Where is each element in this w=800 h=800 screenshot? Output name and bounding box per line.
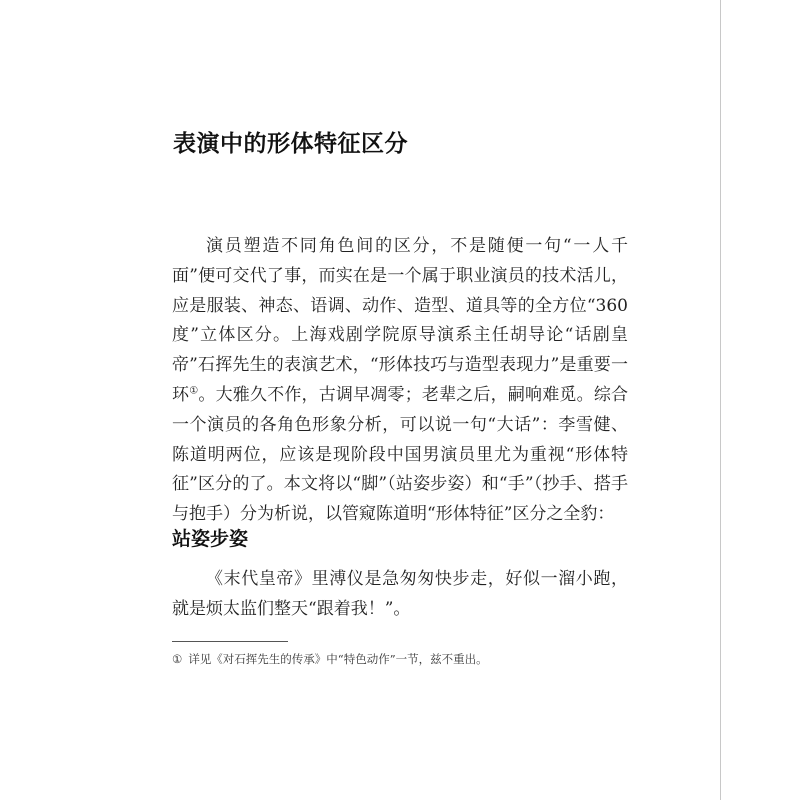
footnote-text: 详见《对石挥先生的传承》中“特色动作”一节，兹不重出。 <box>188 652 488 666</box>
page-edge-divider <box>720 0 721 800</box>
section-paragraph <box>172 565 628 625</box>
footnote <box>172 650 628 668</box>
footnote-reference-marker[interactable]: ① <box>189 385 199 397</box>
intro-text-before-ref: 演员塑造不同角色间的区分，不是随便一句“一人千面”便可交代了事，而实在是一个属于职业演员的技术活儿，应是服装、神态、语调、动作、造型、道具等的全方位“360度”立体区分。上海戏剧学院原导演系主任胡导论“话剧皇帝”石挥先生的表演艺术，“形体技巧与造型表现力”是重要一环 <box>172 236 628 405</box>
intro-paragraph <box>172 232 628 530</box>
chapter-title: 表演中的形体特征区分 <box>173 131 408 157</box>
intro-text-after-ref: 。大雅久不作，古调早凋零；老辈之后，嗣响难觅。综合一个演员的各角色形象分析，可以说一句“大话”：李雪健、陈道明两位，应该是现阶段中国男演员里尤为重视“形体特征”区分的了。本文将以“脚”（站姿步姿）和“手”（抄手、搭手与抱手）分为析说，以管窥陈道明“形体特征”区分之全豹： <box>172 384 629 525</box>
intro-paragraph-text <box>172 232 628 530</box>
footnote-marker: ① <box>172 652 183 666</box>
footnote-divider <box>172 641 288 642</box>
section-heading: 站姿步姿 <box>172 528 249 550</box>
section-paragraph-text: 《末代皇帝》里溥仪是急匆匆快步走，好似一溜小跑，就是烦太监们整天“跟着我！”。 <box>172 569 628 619</box>
